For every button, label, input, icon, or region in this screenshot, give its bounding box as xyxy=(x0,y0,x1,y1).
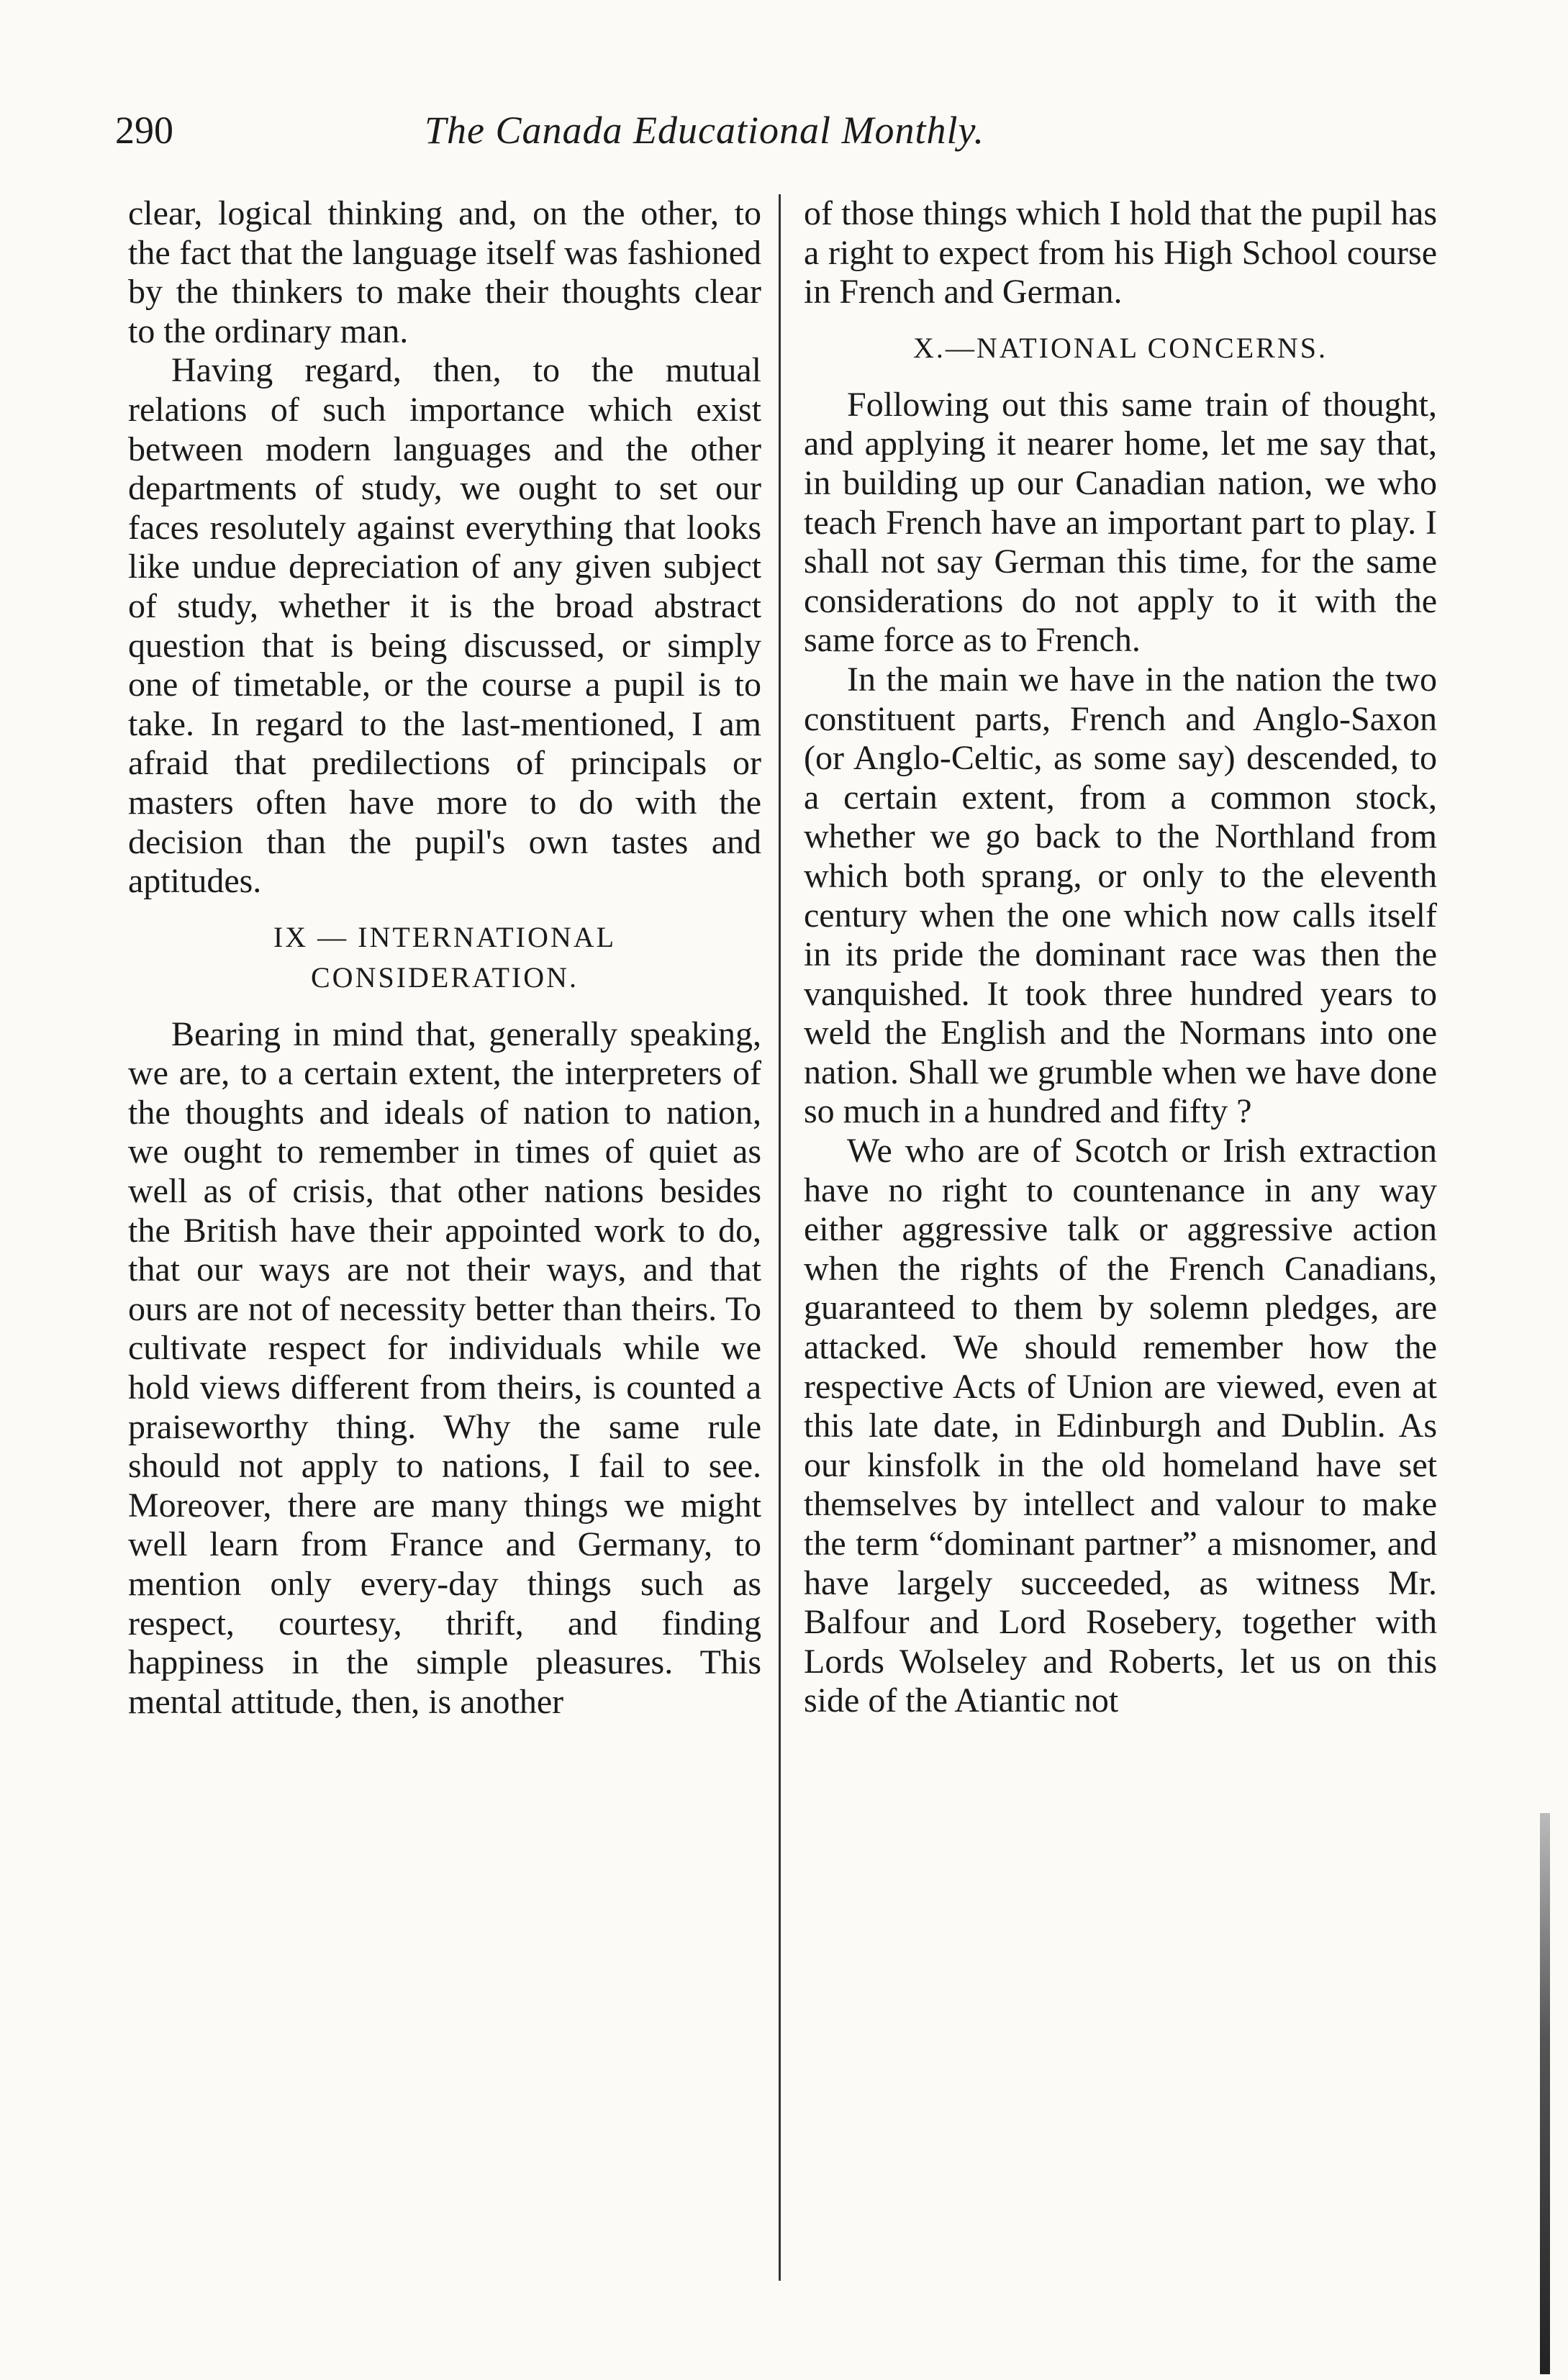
section-heading: X.—NATIONAL CONCERNS. xyxy=(913,331,1328,364)
section-heading-line: CONSIDERATION. xyxy=(311,960,579,994)
paragraph: We who are of Scotch or Irish extraction have no right to countenance in any way either aggressive talk or aggressive action when the rights of the French Canadians, guaranteed to them by solemn pledges, are attacked. We should remember how the respective Acts of Union are viewed, even at this late date, in Edinburgh and Dublin. As our kinsfolk in the old homeland have set themselves by intellect and valour to make the term “dominant partner” a misnomer, and have largely succeeded, as witness Mr. Balfour and Lord Rosebery, together with Lords Wolseley and Roberts, let us on this side of the Atiantic not xyxy=(804,1132,1437,1720)
page-header xyxy=(115,108,1468,165)
paragraph: Bearing in mind that, generally speaking, we are, to a certain extent, the interpreters of the thoughts and ideals of nation to nation, we ought to remember in times of quiet as well as of crisis, that other nations besides the British have their appointed work to do, that our ways are not their ways, and that ours are not of necessity better than theirs. To cultivate respect for individuals while we hold views different from theirs, is counted a praiseworthy thing. Why the same rule should not apply to nations, I fail to see. Moreover, there are many things we might well learn from France and Germany, to mention only every-day things such as respect, courtesy, thrift, and finding happiness in the simple pleasures. This mental attitude, then, is another xyxy=(128,1014,761,1721)
paragraph: Having regard, then, to the mutual relations of such importance which exist between modern languages and the other departments of study, we ought to set our faces resolutely against everything that looks like undue depreciation of any given subject of study, whether it is the broad abstract question that is being discussed, or simply one of timetable, or the course a pupil is to take. In regard to the last-mentioned, I am afraid that predilections of principals or masters often have more to do with the decision than the pupil's own tastes and aptitudes. xyxy=(128,351,761,901)
paragraph: In the main we have in the nation the two constituent parts, French and Anglo-Saxon (or Anglo-Celtic, as some say) descended, to a certain extent, from a common stock, whether we go back to the Northland from which both sprang, or only to the eleventh century when the one which now calls itself in its pride the dominant race was then the vanquished. It took three hundred years to weld the English and the Normans into one nation. Shall we grumble when we have done so much in a hundred and fifty ? xyxy=(804,660,1437,1131)
paragraph: of those things which I hold that the pupil has a right to expect from his High School course in French and German. xyxy=(804,194,1437,312)
right-column xyxy=(804,194,1437,1721)
left-column xyxy=(128,194,761,1722)
section-heading-line: IX — INTERNATIONAL xyxy=(273,920,617,953)
paragraph: Following out this same train of thought, and applying it nearer home, let me say that, in building up our Canadian nation, we who teach French have an important part to play. I shall not say German this time, for the same considerations do not apply to it with the same force as to French. xyxy=(804,385,1437,660)
scan-edge-mark xyxy=(1540,1813,1550,2374)
section-heading xyxy=(128,917,761,998)
column-divider xyxy=(779,194,781,2281)
page-number: 290 xyxy=(115,109,173,152)
running-title: The Canada Educational Monthly. xyxy=(425,109,984,152)
paragraph: clear, logical thinking and, on the other, to the fact that the language itself was fashioned by the thinkers to make their thoughts clear to the ordinary man. xyxy=(128,194,761,350)
